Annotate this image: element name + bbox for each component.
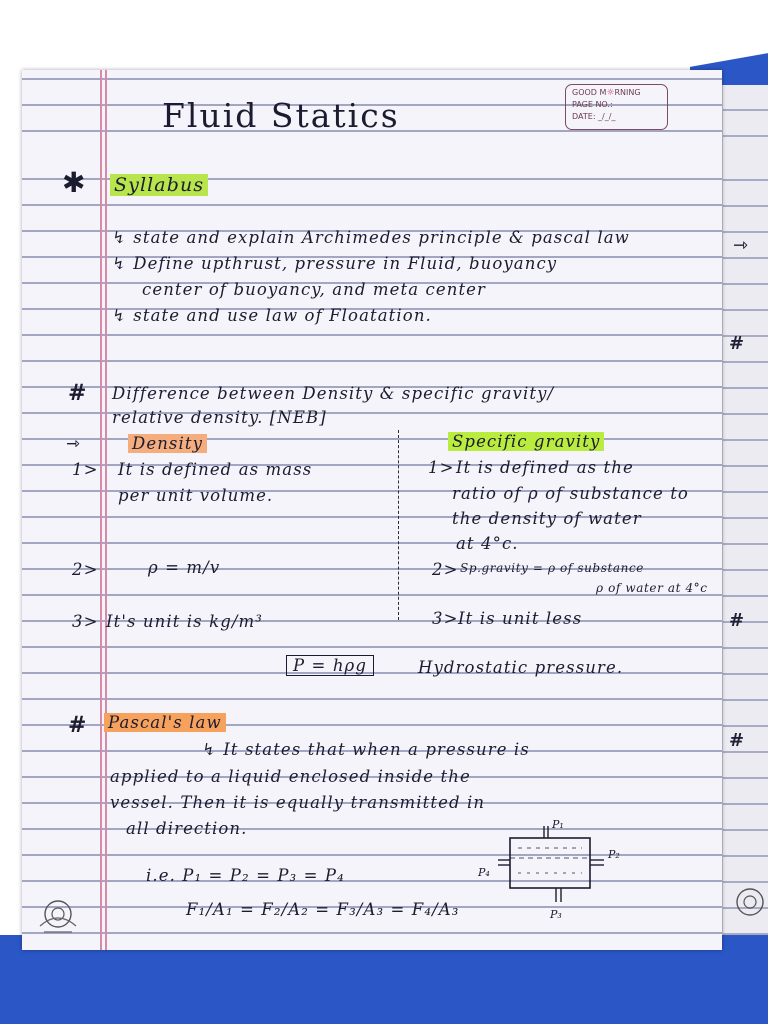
- row-number: 1>: [72, 460, 99, 479]
- adjacent-page: [722, 85, 768, 935]
- syllabus-item-text: Define upthrust, pressure in Fluid, buoyancy: [133, 254, 558, 273]
- syllabus-item-text: state and use law of Floatation.: [133, 306, 432, 325]
- syllabus-item: [112, 228, 630, 247]
- syllabus-item-text: state and explain Archimedes principle & pascal law: [133, 228, 630, 247]
- hydrostatic-formula-text: P = hρg: [286, 655, 374, 676]
- pascal-text: vessel. Then it is equally transmitted in: [110, 793, 486, 812]
- sg-cell: ratio of ρ of substance to: [452, 484, 689, 503]
- density-cell: It is defined as mass: [118, 460, 313, 479]
- density-header-text: Density: [128, 434, 207, 453]
- label-p2: P₂: [608, 848, 620, 861]
- syllabus-item: [142, 280, 486, 299]
- row-number: 2>: [72, 560, 99, 579]
- pascal-heading: [104, 713, 226, 732]
- specific-gravity-header-text: Specific gravity: [448, 432, 604, 451]
- adjacent-page-emblem-icon: [728, 880, 768, 924]
- label-p1: P₁: [552, 818, 564, 831]
- pascal-text: all direction.: [126, 819, 248, 838]
- density-cell: per unit volume.: [118, 486, 274, 505]
- asterisk-icon: ✱: [62, 166, 87, 199]
- hash-marker: #: [68, 380, 88, 406]
- stamp-page-no: PAGE NO.:: [572, 100, 613, 109]
- label-p4: P₄: [478, 866, 490, 879]
- syllabus-heading-text: Syllabus: [110, 174, 208, 196]
- pressure-equation: i.e. P₁ = P₂ = P₃ = P₄: [146, 866, 345, 885]
- next-page-mark: #: [729, 333, 745, 354]
- sun-icon: ☼: [606, 88, 615, 98]
- lightning-bullet-icon: ↯: [112, 228, 127, 247]
- syllabus-item-text: center of buoyancy, and meta center: [142, 280, 487, 299]
- column-divider: [398, 430, 399, 620]
- page-stamp: [565, 84, 668, 130]
- difference-heading-line2: relative density. [NEB]: [112, 408, 327, 427]
- sg-cell: the density of water: [452, 509, 642, 528]
- specific-gravity-header: [448, 432, 604, 451]
- syllabus-item: [112, 306, 432, 325]
- density-unit: It's unit is kg/m³: [106, 612, 263, 631]
- row-number: 3>: [432, 609, 459, 628]
- sg-unit: It is unit less: [458, 609, 583, 628]
- stamp-brand: GOOD M: [572, 88, 607, 97]
- hydrostatic-label: Hydrostatic pressure.: [418, 658, 624, 677]
- hash-marker: #: [68, 712, 88, 738]
- stamp-brand-tail: RNING: [614, 88, 641, 97]
- lightning-bullet-icon: ↯: [112, 254, 127, 273]
- sg-formula-denominator: ρ of water at 4°c: [596, 581, 708, 595]
- pascal-text: ↯ It states that when a pressure is: [202, 740, 530, 759]
- sg-cell: at 4°c.: [456, 534, 519, 553]
- margin-line: [105, 70, 107, 950]
- vessel-outline: [510, 838, 590, 888]
- pascal-heading-text: Pascal's law: [104, 713, 226, 732]
- density-header: [128, 434, 207, 453]
- arrow-icon: ⇾: [66, 434, 81, 453]
- pascal-vessel-diagram: [478, 818, 628, 928]
- row-number: 3>: [72, 612, 99, 631]
- stamp-date: DATE: _/_/_: [572, 112, 616, 121]
- density-formula: ρ = m/v: [148, 558, 221, 577]
- force-area-equation: F₁/A₁ = F₂/A₂ = F₃/A₃ = F₄/A₃: [186, 900, 460, 919]
- row-number: 2>: [432, 560, 459, 579]
- sg-cell: It is defined as the: [456, 458, 634, 477]
- hydrostatic-formula: [286, 656, 374, 675]
- sg-formula: Sp.gravity = ρ of substance: [460, 561, 644, 575]
- next-page-mark: #: [729, 730, 745, 751]
- syllabus-heading: [110, 174, 208, 196]
- lightning-bullet-icon: ↯: [112, 306, 127, 325]
- notebook-emblem-icon: [36, 892, 80, 936]
- label-p3: P₃: [550, 908, 562, 921]
- pascal-text: applied to a liquid enclosed inside the: [110, 767, 471, 786]
- next-page-mark: #: [729, 610, 745, 631]
- next-page-mark: ⇾: [733, 235, 749, 256]
- syllabus-item: [112, 254, 557, 273]
- margin-line: [100, 70, 102, 950]
- page-title: Fluid Statics: [162, 96, 400, 135]
- difference-heading: Difference between Density & specific gravity/: [112, 384, 555, 403]
- row-number: 1>: [428, 458, 455, 477]
